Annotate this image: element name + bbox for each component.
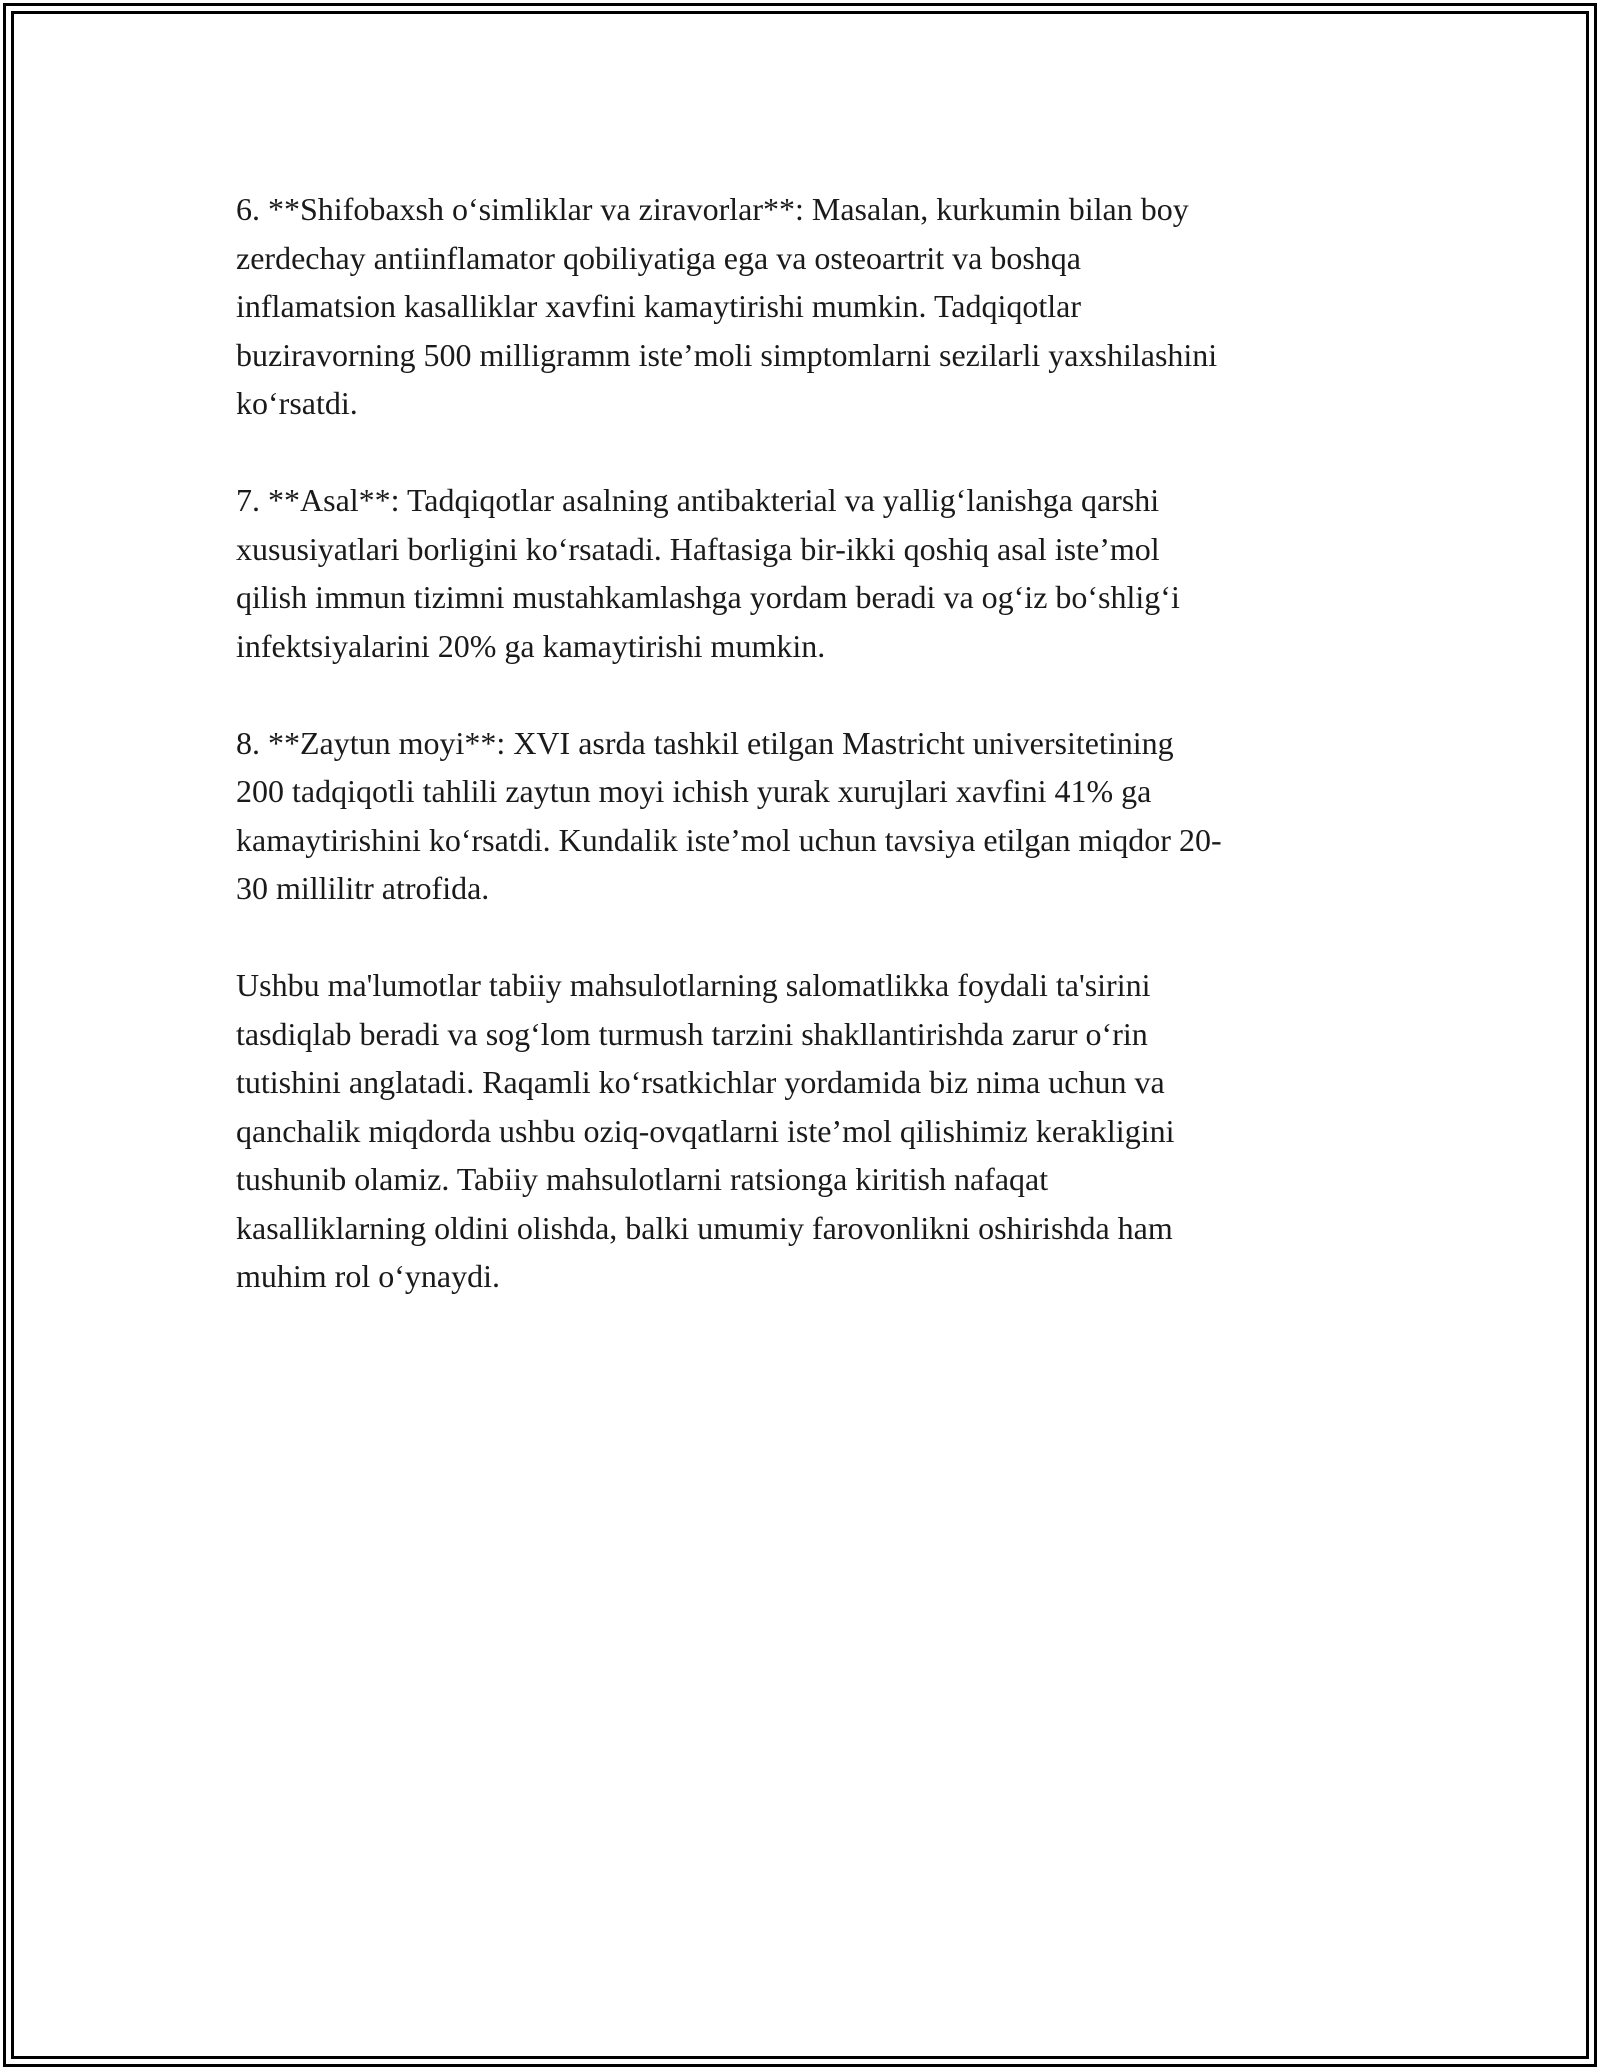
text-line: buziravorning 500 milligramm iste’moli simptomlarni sezilarli yaxshilashini [236, 336, 1218, 373]
text-line: qilish immun tizimni mustahkamlashga yordam beradi va og‘iz bo‘shlig‘i [236, 579, 1180, 615]
text-line: 8. **Zaytun moyi**: XVI asrda tashkil etilgan Mastricht universitetining [236, 724, 1174, 761]
text-line: xususiyatlari borligini ko‘rsatadi. Haftasiga bir-ikki qoshiq asal iste’mol [236, 530, 1160, 567]
text-line: 6. **Shifobaxsh o‘simliklar va ziravorlar**: Masalan, kurkumin bilan boy [236, 191, 1189, 227]
text-line: kasalliklarning oldini olishda, balki umumiy farovonlikni oshirishda ham [236, 1209, 1173, 1246]
text-line: kamaytirishini ko‘rsatdi. Kundalik iste’mol uchun tavsiya etilgan miqdor 20- [236, 821, 1222, 858]
text-line: tasdiqlab beradi va sog‘lom turmush tarzini shakllantirishda zarur o‘rin [236, 1015, 1148, 1052]
text-line: 200 tadqiqotli tahlili zaytun moyi ichish yurak xurujlari xavfini 41% ga [236, 773, 1152, 809]
text-line: 30 millilitr atrofida. [236, 870, 490, 906]
paragraph-honey [236, 476, 1376, 670]
text-line: Ushbu ma'lumotlar tabiiy mahsulotlarning salomatlikka foydali ta'sirini [236, 967, 1151, 1003]
text-line: tutishini anglatadi. Raqamli ko‘rsatkichlar yordamida biz nima uchun va [236, 1064, 1165, 1100]
paragraph-olive-oil [236, 719, 1376, 913]
text-line: ko‘rsatdi. [236, 385, 358, 421]
text-line: 7. **Asal**: Tadqiqotlar asalning antibakterial va yallig‘lanishga qarshi [236, 482, 1160, 518]
paragraph-herbs-spices [236, 185, 1376, 428]
document-body [236, 185, 1376, 1349]
text-line: zerdechay antiinflamator qobiliyatiga ega va osteoartrit va boshqa [236, 239, 1081, 276]
text-line: infektsiyalarini 20% ga kamaytirishi mumkin. [236, 627, 826, 664]
paragraph-conclusion [236, 961, 1376, 1301]
text-line: tushunib olamiz. Tabiiy mahsulotlarni ratsionga kiritish nafaqat [236, 1161, 1049, 1197]
text-line: qanchalik miqdorda ushbu oziq-ovqatlarni iste’mol qilishimiz kerakligini [236, 1112, 1175, 1149]
text-line: inflamatsion kasalliklar xavfini kamaytirishi mumkin. Tadqiqotlar [236, 288, 1081, 324]
text-line: muhim rol o‘ynaydi. [236, 1258, 500, 1294]
